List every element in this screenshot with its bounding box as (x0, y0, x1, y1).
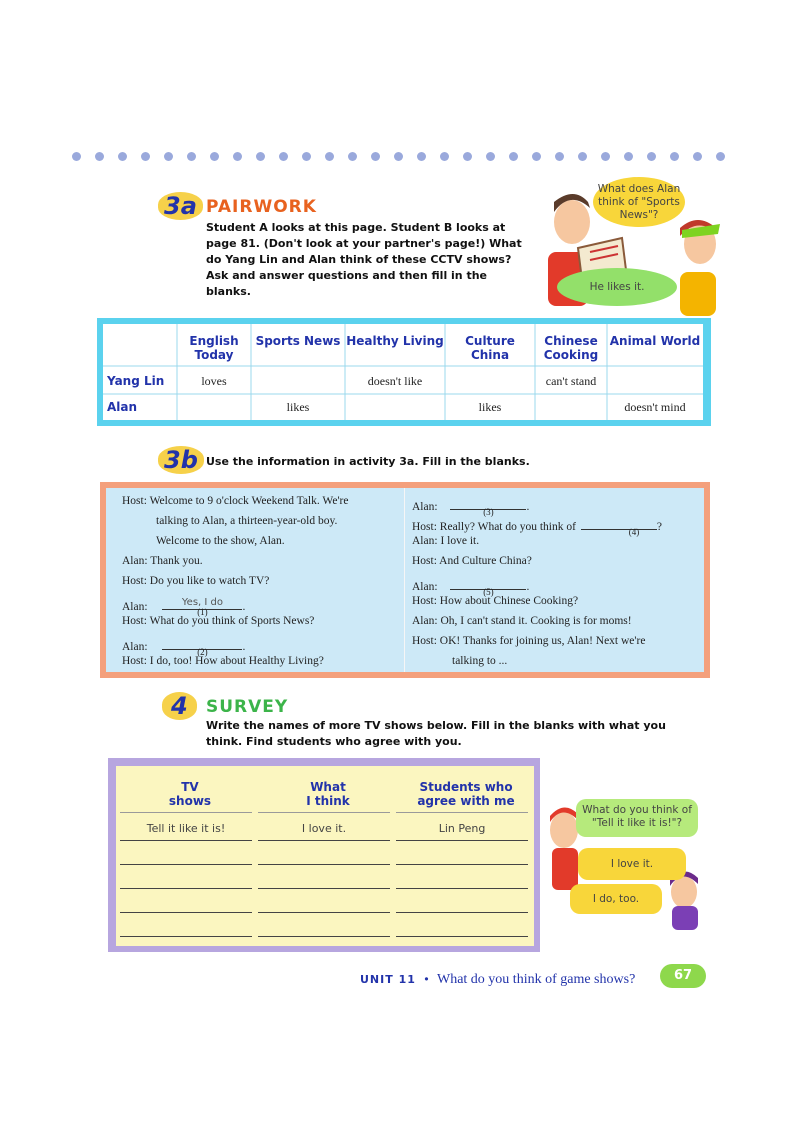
page-number: 67 (660, 964, 706, 988)
speaker-label: Alan: (412, 535, 438, 547)
table-cell: loves (201, 374, 227, 388)
survey-blank-line[interactable] (258, 864, 390, 865)
survey-blank-line[interactable] (120, 864, 252, 865)
survey-blank-line[interactable] (396, 888, 528, 889)
divider-dot (118, 152, 127, 161)
speech-bubble-agree: I do, too. (570, 884, 662, 914)
survey-blank-line[interactable] (258, 912, 390, 913)
survey-blank-line[interactable] (258, 840, 390, 841)
dialogue-line (122, 575, 269, 587)
dialogue-line (412, 615, 632, 627)
divider-dot (578, 152, 587, 161)
pairwork-instruction: Student A looks at this page. Student B looks at page 81. (Don't look at your partner's page!) What do Yang Lin and Alan think of these CCTV shows? Ask and answer questions and then fill in the blanks. (206, 221, 522, 298)
dialogue-line: Host: Really? What do you think of (4) ? (412, 515, 662, 533)
survey-table (108, 758, 540, 952)
speaker-label: Host: (122, 655, 147, 667)
divider-dot (95, 152, 104, 161)
table-cell: doesn't mind (624, 400, 686, 414)
divider-dot (187, 152, 196, 161)
speaker-label: Alan: (122, 601, 148, 613)
dialogue-text: OK! Thanks for joining us, Alan! Next we're (439, 635, 646, 647)
unit-title: What do you think of game shows? (436, 972, 636, 987)
divider-dot (647, 152, 656, 161)
speech-bubble-answer: He likes it. (557, 268, 677, 306)
col-header-chinese-cooking: Chinese Cooking (543, 334, 599, 362)
divider-dot (256, 152, 265, 161)
handwritten-answer: Yes, I do (181, 597, 223, 608)
divider (258, 812, 390, 813)
divider-dot (693, 152, 702, 161)
blank-number: (5) (483, 587, 494, 597)
dotted-divider (72, 150, 732, 164)
dialogue-text: Oh, I can't stand it. Cooking is for moms! (440, 615, 632, 627)
col-header-animal-world: Animal World (609, 334, 701, 348)
dialogue-text: Welcome to the show, Alan. (156, 535, 285, 547)
speaker-label: Host: (122, 615, 147, 627)
dialogue-box (100, 482, 710, 678)
divider-dot (624, 152, 633, 161)
speaker-label: Alan: (412, 501, 438, 513)
dialogue-line (122, 555, 203, 567)
col-header-culture-china: Culture China (465, 334, 515, 362)
divider-dot (601, 152, 610, 161)
dialogue-text: talking to ... (452, 655, 508, 667)
survey-blank-line[interactable] (396, 912, 528, 913)
example-opinion: I love it. (301, 822, 347, 835)
dialogue-text: Really? What do you think of (439, 521, 576, 533)
blank-number: (4) (628, 527, 640, 537)
dialogue-line: Alan: (2) . (122, 635, 245, 653)
divider-dot (670, 152, 679, 161)
divider-dot (463, 152, 472, 161)
dialogue-line (412, 595, 578, 607)
dialogue-line: Alan: (5) . (412, 575, 529, 593)
survey-blank-line[interactable] (258, 888, 390, 889)
divider-dot (279, 152, 288, 161)
speaker-label: Host: (412, 555, 437, 567)
badge-3a: 3a (158, 192, 203, 220)
divider-dot (371, 152, 380, 161)
blank-number: (2) (197, 647, 208, 657)
table-cell: doesn't like (367, 374, 423, 388)
speaker-label: Alan: (412, 581, 438, 593)
dialogue-line: Alan: Yes, I do (1) . (122, 597, 246, 617)
col-header-english-today: English Today (189, 334, 239, 362)
blank-number: (1) (197, 607, 208, 617)
survey-blank-line[interactable] (120, 888, 252, 889)
dialogue-line (412, 535, 479, 547)
speaker-label: Host: (412, 635, 437, 647)
dialogue-text: And Culture China? (439, 555, 532, 567)
table-cell: likes (478, 400, 502, 414)
badge-4: 4 (162, 692, 197, 720)
dialogue-line (122, 615, 314, 627)
divider-dot (141, 152, 150, 161)
divider-dot (325, 152, 334, 161)
survey-blank-line[interactable] (396, 840, 528, 841)
speaker-label: Alan: (122, 641, 148, 653)
dialogue-text: Welcome to 9 o'clock Weekend Talk. We're (149, 495, 349, 507)
example-show: Tell it like it is! (146, 822, 226, 835)
dialogue-text: I do, too! How about Healthy Living? (149, 655, 324, 667)
section-title-survey: SURVEY (206, 697, 289, 717)
speech-bubble-answer: I love it. (578, 848, 686, 880)
speech-bubble-question: What do you think of "Tell it like it is!"? (576, 799, 698, 837)
dialogue-text: talking to Alan, a thirteen-year-old boy. (156, 515, 338, 527)
dialogue-text: Thank you. (150, 555, 203, 567)
survey-col-header-tv-shows: TV shows (168, 780, 212, 808)
example-student: Lin Peng (438, 822, 486, 835)
row-label-alan: Alan (107, 400, 138, 414)
dialogue-text: What do you think of Sports News? (149, 615, 315, 627)
survey-blank-line[interactable] (120, 936, 252, 937)
dialogue-text: Do you like to watch TV? (149, 575, 270, 587)
divider (120, 812, 252, 813)
col-header-healthy-living: Healthy Living (346, 334, 444, 348)
survey-blank-line[interactable] (258, 936, 390, 937)
divider-dot (164, 152, 173, 161)
divider-dot (440, 152, 449, 161)
answer-blank-4[interactable] (581, 515, 657, 537)
divider-dot (394, 152, 403, 161)
col-header-sports-news: Sports News (255, 334, 341, 348)
divider-dot (486, 152, 495, 161)
divider-dot (509, 152, 518, 161)
survey-blank-line[interactable] (396, 864, 528, 865)
badge-3b: 3b (158, 446, 204, 474)
survey-blank-line[interactable] (120, 840, 252, 841)
dialogue-line: Alan: (3) . (412, 495, 529, 513)
survey-instruction: Write the names of more TV shows below. Fill in the blanks with what you think. Find students who agree with you. (206, 719, 666, 748)
page-footer (360, 970, 635, 988)
speaker-label: Alan: (122, 555, 148, 567)
divider-dot (716, 152, 725, 161)
unit-label: UNIT 11 (360, 973, 416, 986)
divider-dot (302, 152, 311, 161)
row-label-yang-lin: Yang Lin (107, 374, 165, 388)
divider-dot (233, 152, 242, 161)
speaker-label: Host: (412, 521, 437, 533)
divider-dot (210, 152, 219, 161)
section-title-pairwork: PAIRWORK (206, 197, 317, 217)
dialogue-line (412, 635, 645, 647)
footer-bullet: • (424, 972, 429, 986)
blank-number: (3) (483, 507, 494, 517)
dialogue-line (412, 555, 532, 567)
divider-dot (348, 152, 357, 161)
survey-blank-line[interactable] (120, 912, 252, 913)
speaker-label: Host: (122, 575, 147, 587)
survey-blank-line[interactable] (396, 936, 528, 937)
speaker-label: Alan: (412, 615, 438, 627)
dialogue-text: I love it. (440, 535, 480, 547)
pairwork-table (97, 318, 711, 426)
column-divider (404, 488, 405, 672)
speech-bubble-question: What does Alan think of "Sports News"? (593, 177, 685, 227)
section-3b-instruction: Use the information in activity 3a. Fill in the blanks. (206, 455, 530, 468)
speaker-label: Host: (412, 595, 437, 607)
dialogue-line (122, 495, 348, 507)
dialogue-text: How about Chinese Cooking? (439, 595, 579, 607)
survey-col-header-students: Students who agree with me (417, 780, 515, 808)
dialogue-line (122, 655, 324, 667)
divider-dot (555, 152, 564, 161)
table-cell: can't stand (545, 374, 597, 388)
divider (396, 812, 528, 813)
divider-dot (72, 152, 81, 161)
speaker-label: Host: (122, 495, 147, 507)
divider-dot (532, 152, 541, 161)
survey-col-header-what-i-think: What I think (306, 780, 350, 808)
divider-dot (417, 152, 426, 161)
table-cell: likes (286, 400, 310, 414)
